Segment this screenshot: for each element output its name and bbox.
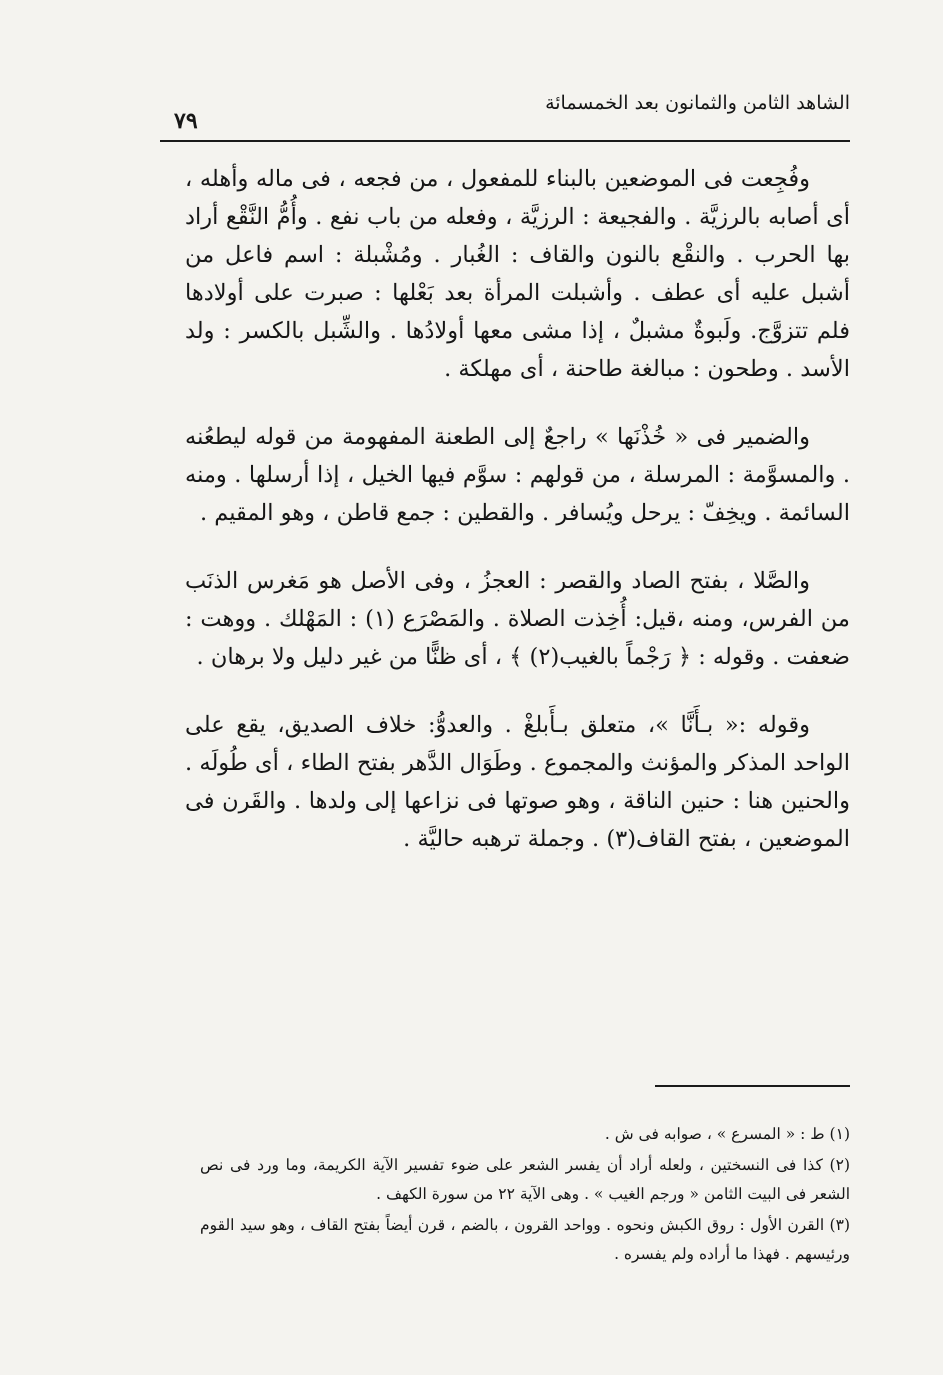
footnote-rule <box>655 1085 850 1087</box>
paragraph-1: وفُجِعت فى الموضعين بالبناء للمفعول ، من فجعه ، فى ماله وأهله ، أى أصابه بالرزيَّة . والفجيعة : الرزيَّة ، وفعله من باب نفع . وأُمُّ النَّقْع أراد بها الحرب . والنقْع بالنون والقاف : الغُبار . ومُشْبلة : اسم فاعل من أشبل عليه أى عطف . وأشبلت المرأة بعد بَعْلها : صبرت على أولادها فلم تتزوَّج. ولَبوةٌ مشبلٌ ، إذا مشى معها أولادُها . والشِّبل بالكسر : ولد الأسد . وطحون : مبالغة طاحنة ، أى مهلكة . <box>185 166 850 382</box>
paragraph-2: والضمير فى « خُذْنَها » راجعٌ إلى الطعنة المفهومة من قوله ليطعُنه . والمسوَّمة : المرسلة ، من قولهم : سوَّم فيها الخيل ، إذا أرسلها . ومنه السائمة . ويخِفّ : يرحل ويُسافر . والقطين : جمع قاطن ، وهو المقيم . <box>185 424 850 526</box>
paragraph-4: وقوله :« بـأَنَّا »، متعلق بـأَبلغْ . والعدوُّ: خلاف الصديق، يقع على الواحد المذكر والمؤنث والمجموع . وطَوَال الدَّهر بفتح الطاء ، أى طُولَه . والحنين هنا : حنين الناقة ، وهو صوتها فى نزاعها إلى ولدها . والقَرن فى الموضعين ، بفتح القاف(٣) . وجملة ترهبه حاليَّة . <box>185 712 850 852</box>
footnote-1: (١) ط : « المسرع » ، صوابه فى ش . <box>604 1125 850 1143</box>
footnote-2: (٢) كذا فى النسختين ، ولعله أراد أن يفسر الشعر على ضوء تفسير الآية الكريمة، وما ورد فى نص الشعر فى البيت الثامن « ورجم الغيب » . وهى الآية ٢٢ من سورة الكهف . <box>200 1156 850 1203</box>
footnotes <box>200 1120 850 1271</box>
page-header <box>160 86 850 142</box>
header-rule <box>160 140 850 142</box>
page-number: ٧٩ <box>174 108 198 134</box>
paragraph-3: والصَّلا ، بفتح الصاد والقصر : العجزُ ، وفى الأصل هو مَغرس الذنَب من الفرس، ومنه ،قيل: أُخِذت الصلاة . والمَصْرَع (١) : المَهْلك . ووهت : ضعفت . وقوله : ﴿ رَجْماً بالغيب(٢) ﴾ ، أى ظنًّا من غير دليل ولا برهان . <box>185 568 850 670</box>
footnote-3: (٣) القرن الأول : روق الكبش ونحوه . وواحد القرون ، بالضم ، قرن أيضاً بفتح القاف ، وهو سيد القوم ورئيسهم . فهذا ما أراده ولم يفسره . <box>200 1216 850 1263</box>
body-text <box>185 160 850 858</box>
running-title: الشاهد الثامن والثمانون بعد الخمسمائة <box>545 92 850 114</box>
